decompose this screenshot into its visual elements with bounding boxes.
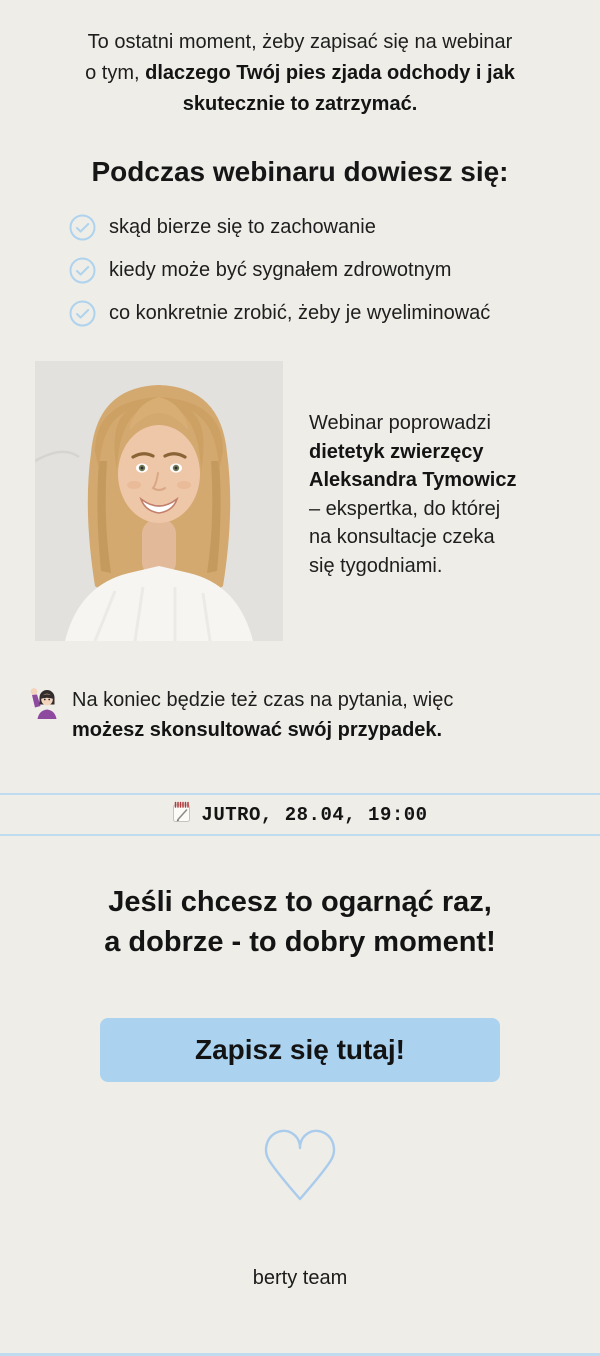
speaker-name: Aleksandra Tymowicz: [309, 469, 517, 491]
qa-note-text: [72, 685, 453, 745]
signup-button[interactable]: Zapisz się tutaj!: [100, 1018, 500, 1082]
agenda-list: [69, 214, 600, 327]
speaker-line-after1: – ekspertka, do której: [309, 497, 501, 520]
speaker-section: [35, 361, 600, 641]
speaker-role: dietetyk zwierzęcy: [309, 440, 484, 463]
list-item-label: skąd bierze się to zachowanie: [109, 216, 376, 238]
qa-note: [28, 685, 576, 745]
list-item: [69, 257, 600, 284]
footer-signature: berty team: [252, 1267, 348, 1289]
speaker-line-regular: Webinar poprowadzi: [309, 412, 491, 434]
closing-line1: Jeśli chcesz to ogarnąć raz,: [108, 886, 492, 918]
intro-line2-bold: dlaczego Twój pies zjada odchody i jak: [145, 62, 515, 84]
check-circle-icon: [69, 300, 96, 327]
intro-line2-regular: o tym,: [85, 62, 146, 84]
list-item-label: kiedy może być sygnałem zdrowotnym: [109, 259, 452, 281]
check-circle-icon: [69, 257, 96, 284]
person-raising-hand-icon: [28, 687, 58, 724]
event-date-banner: [0, 793, 600, 836]
check-circle-icon: [69, 214, 96, 241]
intro-line1: To ostatni moment, żeby zapisać się na webinar: [87, 31, 513, 53]
intro-line3-bold: skutecznie to zatrzymać.: [182, 93, 418, 115]
speaker-line-after2: na konsultacje czeka: [309, 526, 495, 548]
qa-line2-bold: możesz skonsultować swój przypadek.: [72, 719, 443, 741]
speaker-photo: [35, 361, 283, 641]
newsletter-email: [0, 27, 600, 1356]
event-datetime: JUTRO, 28.04, 19:00: [201, 803, 428, 826]
qa-line1: Na koniec będzie też czas na pytania, więc: [72, 689, 454, 711]
list-item: [69, 300, 600, 327]
list-item-label: co konkretnie zrobić, żeby je wyeliminować: [109, 302, 491, 324]
agenda-heading: Podczas webinaru dowiesz się:: [91, 156, 509, 187]
heart-outline-icon: [254, 1122, 346, 1219]
spiral-calendar-icon: [172, 801, 192, 829]
list-item: [69, 214, 600, 241]
closing-line2: a dobrze - to dobry moment!: [104, 926, 496, 958]
speaker-description: [309, 409, 516, 641]
speaker-line-after3: się tygodniami.: [309, 554, 443, 577]
closing-heading: [0, 882, 600, 962]
intro-text: [28, 27, 572, 120]
